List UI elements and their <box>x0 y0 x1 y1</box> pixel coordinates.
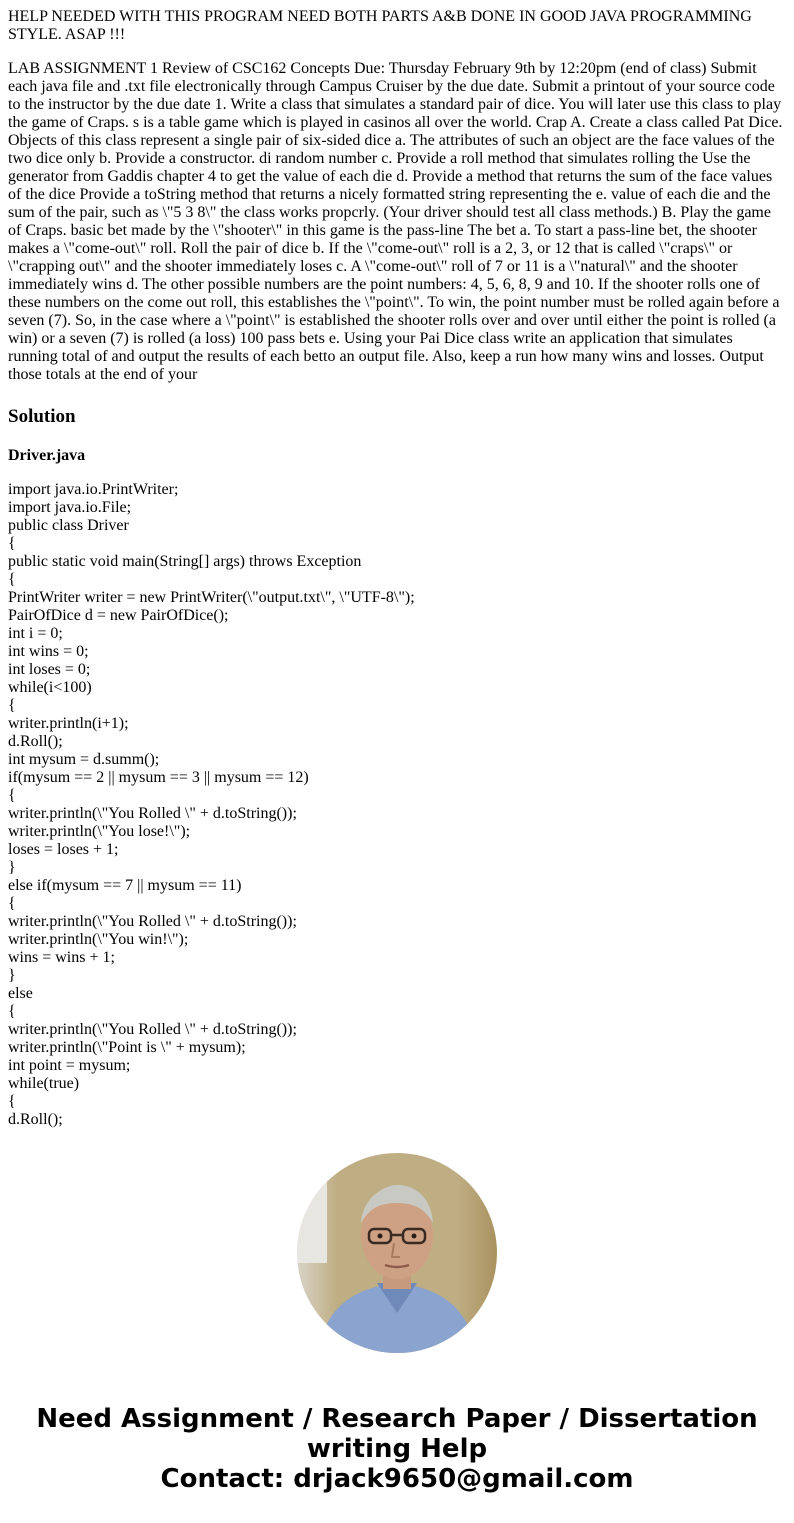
code-line: import java.io.PrintWriter; <box>8 481 179 498</box>
promo-line-2: writing Help <box>306 1434 488 1464</box>
promo-contact: Contact: drjack9650@gmail.com <box>160 1464 634 1494</box>
code-line: PrintWriter writer = new PrintWriter(\"output.txt\", \"UTF-8\"); <box>8 589 415 606</box>
code-line: writer.println(\"You lose!\"); <box>8 823 191 840</box>
promo-line-1: Need Assignment / Research Paper / Dissertation <box>36 1404 758 1434</box>
code-line: { <box>8 535 16 552</box>
code-line: { <box>8 1003 16 1020</box>
question-body: LAB ASSIGNMENT 1 Review of CSC162 Concepts Due: Thursday February 9th by 12:20pm (end of class) Submit each java file and .txt file electronically through Campus Cruiser by the due date. Submit a printout of your source code to the instructor by the due date 1. Write a class that simulates a standard pair of dice. You will later use this class to play the game of Craps. s is a table game which is played in casinos all over the world. Crap A. Create a class called Pat Dice. Objects of this class represent a single pair of six-sided dice a. The attributes of such an object are the face values of the two dice only b. Provide a constructor. di random number c. Provide a roll method that simulates rolling the Use the generator from Gaddis chapter 4 to get the value of each die d. Provide a method that returns the sum of the face values of the dice Provide a toString method that returns a nicely formatted string representing the e. value of each die and the sum of the pair, such as \"5 3 8\" the class works propcrly. (Your driver should test all class methods.) B. Play the game of Craps. basic bet made by the \"shooter\" in this game is the pass-line The bet a. To start a pass-line bet, the shooter makes a \"come-out\" roll. Roll the pair of dice b. If the \"come-out\" roll is a 2, 3, or 12 that is called \"craps\" or \"crapping out\" and the shooter immediately loses c. A \"come-out\" roll of 7 or 11 is a \"natural\" and the shooter immediately wins d. The other possible numbers are the point numbers: 4, 5, 6, 8, 9 and 10. If the shooter rolls one of these numbers on the come out roll, this establishes the \"point\". To win, the point number must be rolled again before a seven (7). So, in the case where a \"point\" is established the shooter rolls over and over until either the point is rolled (a win) or a seven (7) is rolled (a loss) 100 pass bets e. Using your Pai Dice class write an application that simulates running total of and output the results of each betto an output file. Also, keep a run how many wins and losses. Output those totals at the end of your <box>8 60 783 383</box>
code-line: writer.println(i+1); <box>8 715 129 732</box>
promo-banner <box>0 1404 794 1494</box>
code-line: int i = 0; <box>8 625 63 642</box>
code-line: if(mysum == 2 || mysum == 3 || mysum == 12) <box>8 769 309 786</box>
code-line: writer.println(\"You Rolled \" + d.toString()); <box>8 1021 297 1038</box>
code-line: { <box>8 697 16 714</box>
code-line: d.Roll(); <box>8 1111 63 1128</box>
code-line: int mysum = d.summ(); <box>8 751 160 768</box>
code-line: while(i<100) <box>8 679 92 696</box>
file-name: Driver.java <box>8 447 86 464</box>
code-line: writer.println(\"You Rolled \" + d.toString()); <box>8 913 297 930</box>
code-line: { <box>8 895 16 912</box>
code-line: else if(mysum == 7 || mysum == 11) <box>8 877 242 894</box>
code-line: } <box>8 967 16 984</box>
code-line: { <box>8 787 16 804</box>
question-title: HELP NEEDED WITH THIS PROGRAM NEED BOTH PARTS A&B DONE IN GOOD JAVA PROGRAMMING STYLE. ASAP !!! <box>8 8 752 43</box>
code-line: writer.println(\"Point is \" + mysum); <box>8 1039 246 1056</box>
code-line: int loses = 0; <box>8 661 91 678</box>
avatar <box>297 1153 497 1353</box>
code-line: import java.io.File; <box>8 499 132 516</box>
code-line: { <box>8 571 16 588</box>
code-line: wins = wins + 1; <box>8 949 115 966</box>
code-line: PairOfDice d = new PairOfDice(); <box>8 607 229 624</box>
code-line: public static void main(String[] args) throws Exception <box>8 553 362 570</box>
code-line: writer.println(\"You win!\"); <box>8 931 189 948</box>
code-line: int point = mysum; <box>8 1057 131 1074</box>
code-line: while(true) <box>8 1075 80 1092</box>
person-photo-icon <box>297 1153 497 1353</box>
code-line: int wins = 0; <box>8 643 89 660</box>
code-line: writer.println(\"You Rolled \" + d.toString()); <box>8 805 297 822</box>
code-line: } <box>8 859 16 876</box>
code-line: else <box>8 985 33 1002</box>
code-line: d.Roll(); <box>8 733 63 750</box>
solution-heading: Solution <box>8 406 76 427</box>
code-block <box>8 481 786 1129</box>
code-line: public class Driver <box>8 517 129 534</box>
code-line: loses = loses + 1; <box>8 841 119 858</box>
code-line: { <box>8 1093 16 1110</box>
